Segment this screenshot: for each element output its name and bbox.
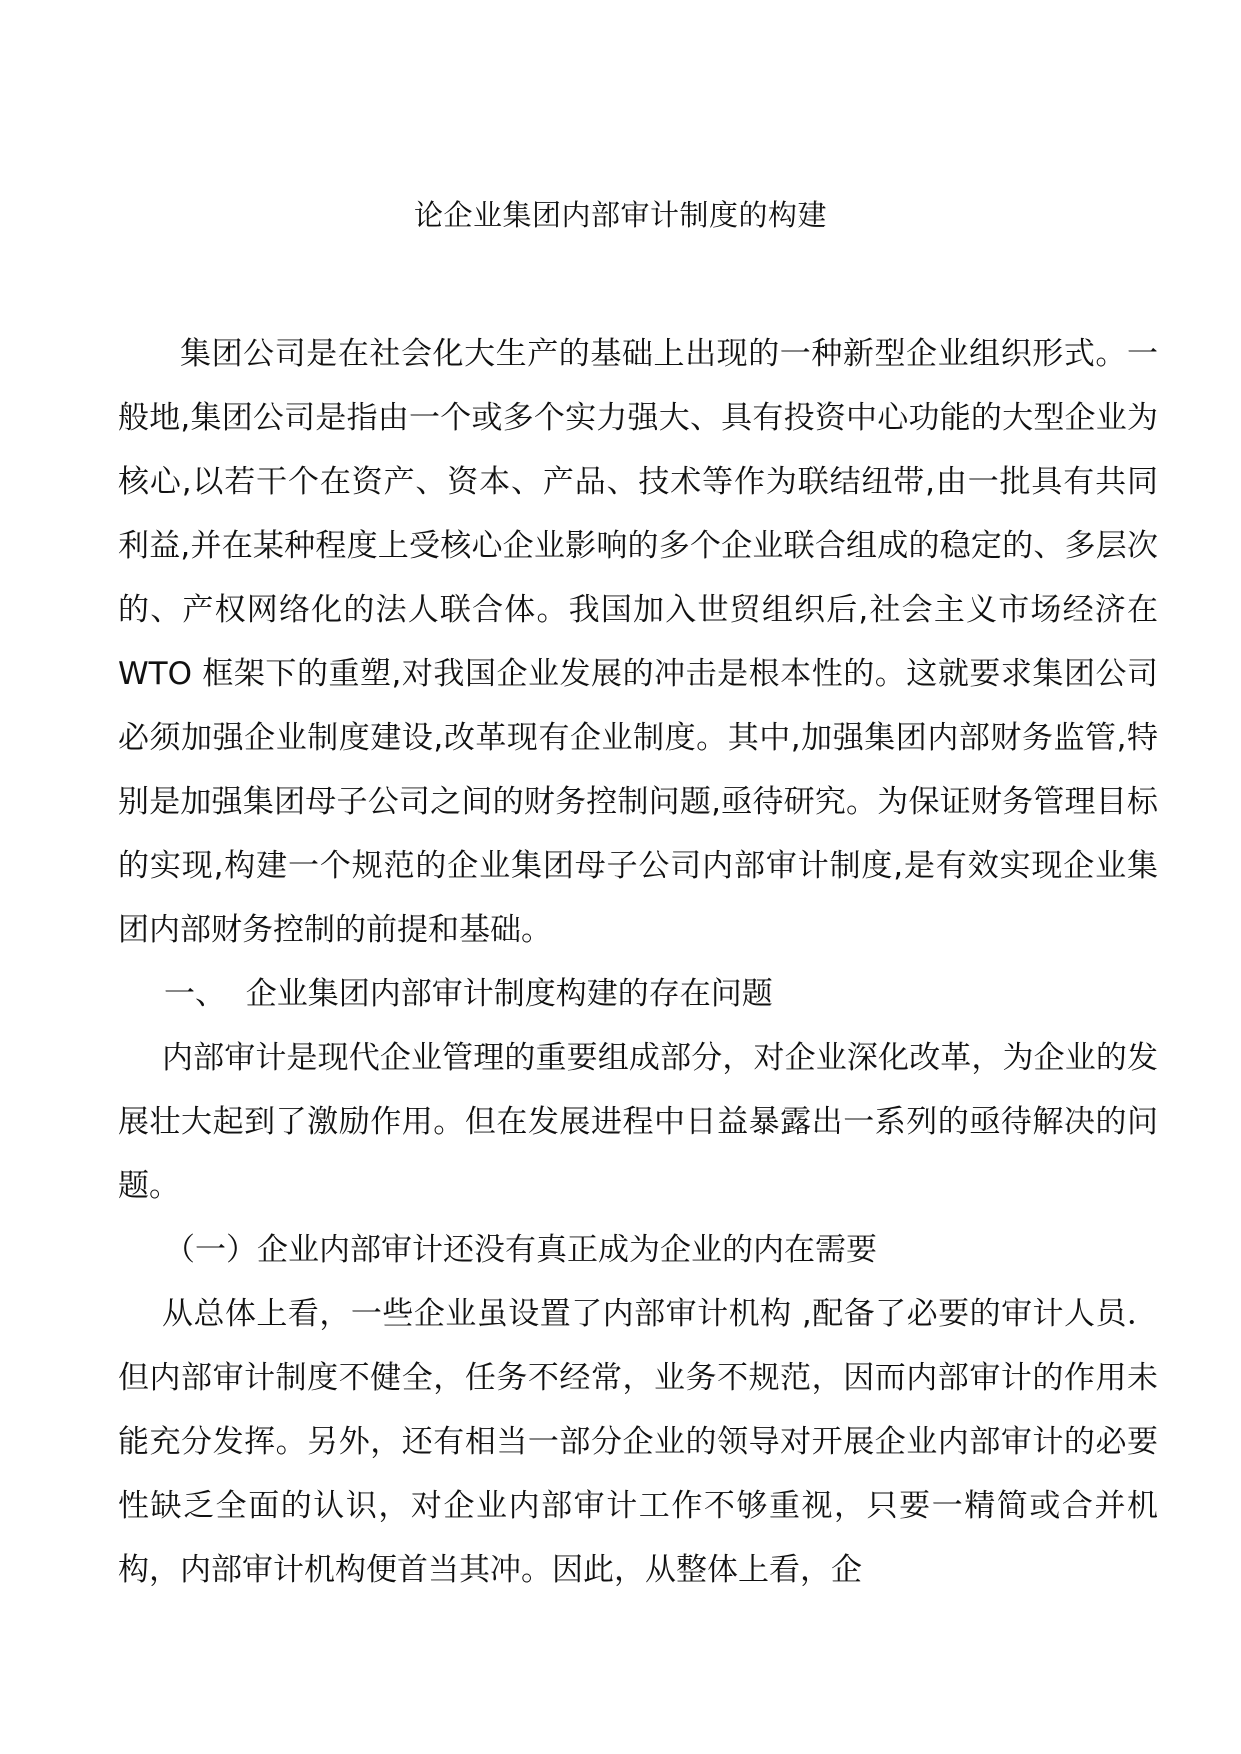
section-1-paragraph: 内部审计是现代企业管理的重要组成部分，对企业深化改革，为企业的发展壮大起到了激励作用。但在发展进程中日益暴露出一系列的亟待解决的问题。 [118, 1040, 1158, 1204]
subsection-1-paragraph: 从总体上看，一些企业虽设置了内部审计机构 ,配备了必要的审计人员．但内部审计制度不健全，任务不经常，业务不规范，因而内部审计的作用未能充分发挥。另外，还有相当一部分企业的领导对开展企业内部审计的必要性缺乏全面的认识，对企业内部审计工作不够重视，只要一精简或合并机构，内部审计机构便首当其冲。因此，从整体上看，企 [118, 1296, 1158, 1588]
document-title: 论企业集团内部审计制度的构建 [413, 198, 827, 232]
subsection-heading-1: （一）企业内部审计还没有真正成为企业的内在需要 [164, 1232, 877, 1268]
document-body [118, 322, 1168, 1602]
section-heading-1: 一、 企业集团内部审计制度构建的存在问题 [164, 976, 773, 1012]
intro-paragraph: 集团公司是在社会化大生产的基础上出现的一种新型企业组织形式。一般地,集团公司是指由一个或多个实力强大、具有投资中心功能的大型企业为核心,以若干个在资产、资本、产品、技术等作为联结纽带,由一批具有共同利益,并在某种程度上受核心企业影响的多个企业联合组成的稳定的、多层次的、产权网络化的法人联合体。我国加入世贸组织后,社会主义市场经济在 WTO 框架下的重塑,对我国企业发展的冲击是根本性的。这就要求集团公司必须加强企业制度建设,改革现有企业制度。其中,加强集团内部财务监管,特别是加强集团母子公司之间的财务控制问题,亟待研究。为保证财务管理目标的实现,构建一个规范的企业集团母子公司内部审计制度,是有效实现企业集团内部财务控制的前提和基础。 [118, 336, 1168, 948]
